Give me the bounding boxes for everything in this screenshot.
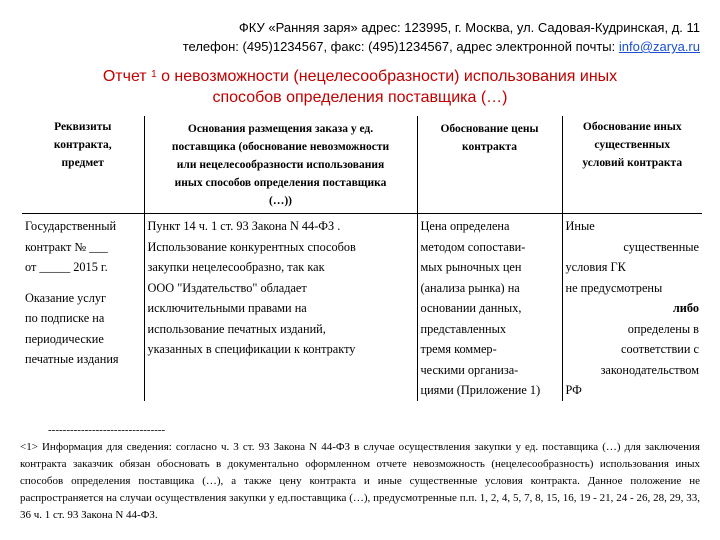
header-text: (…)) bbox=[269, 195, 292, 207]
header-text: существенных bbox=[594, 139, 671, 151]
cell-line: определены в bbox=[627, 321, 699, 336]
cell-line: методом сопостави- bbox=[420, 239, 526, 254]
header-text: поставщика (обоснование невозможности bbox=[171, 141, 390, 153]
report-table bbox=[22, 116, 702, 401]
header-contacts-text: телефон: (495)1234567, факс: (495)1234567, адрес электронной почты: bbox=[182, 39, 619, 54]
cell-line: ческими организа- bbox=[420, 362, 519, 377]
footnote bbox=[20, 422, 700, 524]
header-grounds bbox=[144, 116, 417, 214]
header-contacts-line bbox=[130, 37, 700, 56]
cell-grounds bbox=[144, 214, 417, 401]
cell-line: Оказание услуг bbox=[25, 290, 107, 305]
cell-line: законодательством bbox=[600, 362, 699, 377]
header-text: Обоснование цены bbox=[440, 123, 539, 135]
cell-line: закупки нецелесообразно, так как bbox=[147, 260, 325, 274]
cell-line: ООО "Издательство" обладает bbox=[147, 280, 307, 295]
cell-line: от _____ 2015 г. bbox=[25, 260, 108, 274]
cell-requisites bbox=[22, 214, 144, 401]
cell-line: Иные bbox=[565, 219, 595, 233]
header-text: условий контракта bbox=[582, 157, 683, 169]
table-header-row bbox=[22, 116, 702, 214]
footnote-text: <1> Информация для сведения: согласно ч. 3 ст. 93 Закона N 44-ФЗ в случае осуществления закупки у ед. поставщика (…) для заключения контракта заказчик обязан обосновать в документально оформленном отчете невозможность (нецелесообразность) использования иных способов определения поставщика (…), а также цену контракта и иные существенные условия контракта. Данное положение не распространяется на случаи осуществления закупки у ед.поставщика (…), предусмотренные п.п. 1, 2, 4, 5, 7, 8, 15, 16, 19 - 21, 24 - 26, 28, 29, 33, 36 ч. 1 ст. 93 Закона N 44-ФЗ. bbox=[20, 441, 700, 521]
cell-line: циями (Приложение 1) bbox=[420, 383, 541, 397]
cell-line: использование печатных изданий, bbox=[147, 321, 326, 336]
header-text: Основания размещения заказа у ед. bbox=[187, 123, 374, 135]
cell-line: периодические bbox=[25, 331, 104, 346]
header-conditions bbox=[562, 116, 702, 214]
cell-line: либо bbox=[672, 301, 699, 315]
cell-line: Использование конкурентных способов bbox=[147, 239, 356, 254]
title-part-2: о невозможности (нецелесообразности) использования иных bbox=[156, 68, 618, 85]
header-price bbox=[417, 116, 562, 214]
title-line-2: способов определения поставщика (…) bbox=[212, 89, 508, 106]
email-link[interactable]: info@zarya.ru bbox=[618, 39, 700, 54]
organization-header bbox=[130, 18, 700, 56]
cell-line: представленных bbox=[420, 321, 507, 336]
header-text: иных способов определения поставщика bbox=[174, 177, 387, 189]
cell-line: основании данных, bbox=[420, 301, 522, 315]
cell-line: существенные bbox=[623, 239, 699, 254]
cell-line: мых рыночных цен bbox=[420, 260, 522, 274]
header-address-line: ФКУ «Ранняя заря» адрес: 123995, г. Москва, ул. Садовая-Кудринская, д. 11 bbox=[238, 20, 700, 35]
header-requisites bbox=[22, 116, 144, 214]
cell-line: контракт № ___ bbox=[25, 239, 108, 254]
header-text: предмет bbox=[61, 157, 104, 169]
cell-price bbox=[417, 214, 562, 401]
cell-line: не предусмотрены bbox=[565, 280, 663, 295]
cell-line: условия ГК bbox=[565, 260, 626, 274]
cell-line: исключительными правами на bbox=[147, 301, 307, 315]
header-text: контракта, bbox=[53, 139, 112, 151]
cell-conditions bbox=[562, 214, 702, 401]
cell-line: (анализа рынка) на bbox=[420, 280, 520, 295]
cell-line: печатные издания bbox=[25, 352, 119, 366]
title-line-1 bbox=[40, 66, 680, 87]
report-title bbox=[40, 66, 680, 108]
header-text: или нецелесообразности использования bbox=[176, 159, 385, 171]
footnote-marker: 1 bbox=[151, 69, 157, 80]
cell-line: по подписке на bbox=[25, 311, 105, 325]
cell-line: указанных в спецификации к контракту bbox=[147, 342, 356, 356]
header-text: контракта bbox=[462, 141, 517, 153]
cell-line: тремя коммер- bbox=[420, 342, 497, 356]
footnote-rule: -------------------------------- bbox=[48, 424, 166, 436]
header-text: Реквизиты bbox=[54, 121, 112, 133]
header-text: Обоснование иных bbox=[582, 121, 682, 133]
cell-line: Пункт 14 ч. 1 ст. 93 Закона N 44-ФЗ . bbox=[147, 219, 341, 233]
title-part-1: Отчет bbox=[102, 68, 152, 85]
cell-line: соответствии с bbox=[620, 342, 699, 356]
cell-line: РФ bbox=[565, 383, 582, 397]
cell-line: Государственный bbox=[25, 219, 117, 233]
table-row bbox=[22, 214, 702, 401]
cell-line: Цена определена bbox=[420, 219, 510, 233]
